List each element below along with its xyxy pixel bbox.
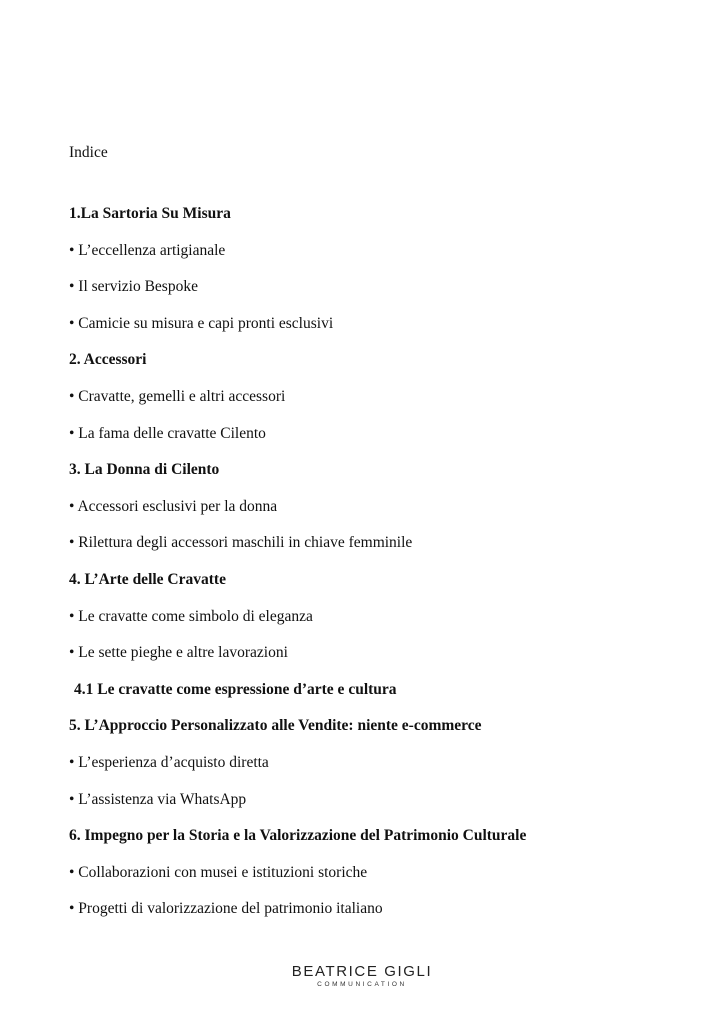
brand-name: BEATRICE GIGLI (291, 963, 433, 980)
footer-logo (0, 963, 724, 988)
toc-item: • Collaborazioni con musei e istituzioni storiche (69, 863, 368, 881)
toc-item: • Le cravatte come simbolo di eleganza (69, 607, 313, 625)
toc-item: • L’eccellenza artigianale (69, 241, 226, 259)
toc-item: • Rilettura degli accessori maschili in chiave femminile (69, 534, 413, 552)
toc-heading: 4.1 Le cravatte come espressione d’arte e cultura (74, 680, 397, 698)
toc-item: • Le sette pieghe e altre lavorazioni (69, 644, 288, 662)
page-title: Indice (69, 144, 108, 161)
toc-heading: 2. Accessori (69, 351, 147, 369)
toc-heading: 4. L’Arte delle Cravatte (69, 571, 226, 588)
toc-item: • Cravatte, gemelli e altri accessori (69, 388, 286, 405)
toc-heading: 5. L’Approccio Personalizzato alle Vendite: niente e-commerce (69, 717, 482, 735)
toc-heading: 6. Impegno per la Storia e la Valorizzazione del Patrimonio Culturale (69, 827, 527, 845)
toc-heading: 1.La Sartoria Su Misura (69, 205, 231, 222)
toc-item: • Accessori esclusivi per la donna (69, 497, 278, 515)
toc-item: • L’assistenza via WhatsApp (69, 790, 247, 808)
toc-item: • Camicie su misura e capi pronti esclusivi (69, 314, 334, 332)
toc-item: • La fama delle cravatte Cilento (69, 424, 266, 442)
toc-item: • L’esperienza d’acquisto diretta (69, 754, 269, 771)
toc-item: • Progetti di valorizzazione del patrimonio italiano (69, 900, 383, 918)
toc-heading: 3. La Donna di Cilento (69, 461, 220, 479)
brand-subtitle: COMMUNICATION (317, 981, 407, 988)
toc-item: • Il servizio Bespoke (69, 278, 198, 296)
